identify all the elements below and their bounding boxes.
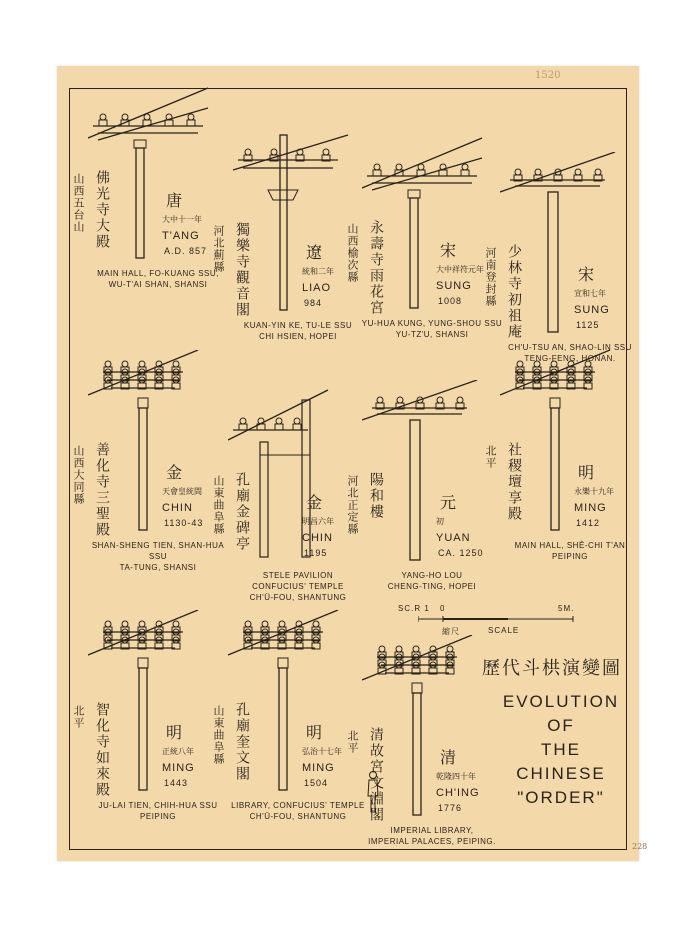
order-panel — [212, 610, 368, 835]
year-chinese: 正統八年 — [162, 747, 194, 756]
year-chinese: 初 — [436, 517, 444, 526]
caption-line: CHI HSIEN, HOPEI — [259, 332, 337, 341]
dynasty-date: CA. 1250 — [438, 548, 484, 558]
dynasty-name: SUNG — [436, 280, 472, 292]
dynasty-date: 1412 — [576, 518, 601, 528]
location-chinese: 山東曲阜縣 — [212, 475, 225, 535]
year-chinese: 永樂十九年 — [574, 487, 614, 496]
dynasty-name: YUAN — [436, 532, 471, 544]
location-chinese: 北平 — [72, 705, 85, 729]
temple-chinese: 清故宮文淵閣 — [368, 727, 384, 823]
order-panel — [346, 128, 503, 353]
caption-line: CONFUCIUS' TEMPLE — [252, 582, 344, 591]
location-chinese: 山西大同縣 — [72, 445, 85, 505]
dynasty-chinese: 宋 — [578, 265, 595, 284]
location-chinese: 河北正定縣 — [346, 475, 359, 535]
location-chinese: 山東曲阜縣 — [212, 705, 225, 765]
building-caption — [222, 800, 374, 822]
dynasty-date: 1125 — [576, 320, 600, 330]
caption-line: MAIN HALL, SHÊ-CHI T'AN — [514, 541, 626, 550]
dynasty-date: A.D. 857 — [164, 246, 208, 256]
temple-chinese: 智化寺如來殿 — [94, 702, 110, 798]
dynasty-name: SUNG — [574, 304, 610, 316]
order-panel — [72, 78, 228, 303]
dynasty-chinese: 金 — [306, 493, 323, 512]
order-panel — [346, 380, 502, 605]
title-line: OF — [547, 716, 575, 735]
caption-line: STELE PAVILION — [262, 571, 334, 580]
caption-line: PEIPING — [140, 812, 176, 821]
caption-line: MAIN HALL, FO-KUANG SSU, — [97, 269, 219, 278]
dynasty-chinese: 唐 — [166, 191, 183, 210]
caption-line: WU-T'AI SHAN, SHANSI — [108, 280, 208, 289]
dynasty-chinese: 明 — [306, 723, 323, 742]
dynasty-name: CHIN — [162, 502, 193, 514]
building-caption — [356, 318, 508, 340]
dynasty-date: 1776 — [438, 803, 463, 813]
caption-line: CH'U-TSU AN, SHAO-LIN SSU — [508, 343, 632, 352]
scale-ruler — [418, 614, 578, 624]
location-chinese: 河北薊縣 — [212, 225, 225, 273]
order-panel — [72, 610, 228, 835]
dynasty-name: MING — [162, 762, 195, 774]
dynasty-date: 1008 — [438, 296, 463, 306]
pencil-note: 1520 — [535, 70, 561, 81]
location-chinese: 北平 — [484, 445, 497, 469]
title-english — [486, 690, 636, 810]
year-chinese: 大中祥符元年 — [436, 265, 484, 274]
year-chinese: 天會皇統間 — [162, 487, 202, 496]
building-caption — [356, 570, 508, 592]
location-chinese: 河南登封縣 — [484, 247, 497, 307]
scale-bar — [398, 600, 598, 640]
scale-end: 5M. — [558, 604, 575, 613]
dynasty-name: MING — [574, 502, 607, 514]
caption-line: JU-LAI TIEN, CHIH-HUA SSU — [98, 801, 218, 810]
caption-line: LIBRARY, CONFUCIUS' TEMPLE — [231, 801, 365, 810]
temple-chinese: 孔廟奎文閣 — [234, 702, 250, 782]
title-line: "ORDER" — [517, 788, 605, 807]
location-chinese: 北平 — [346, 730, 359, 754]
temple-chinese: 佛光寺大殿 — [94, 170, 110, 250]
building-caption — [222, 320, 374, 342]
caption-line: IMPERIAL PALACES, PEIPING. — [368, 837, 496, 846]
building-caption — [494, 540, 646, 562]
location-chinese: 山西榆次縣 — [346, 223, 359, 283]
dynasty-date: 1130-43 — [164, 518, 204, 528]
order-panel — [484, 350, 640, 575]
caption-line: KUAN-YIN KE, TU-LE SSU — [243, 321, 353, 330]
scale-prefix: SC.R 1 — [398, 604, 430, 613]
caption-line: CH'Ü-FOU, SHANTUNG — [249, 812, 347, 821]
title-line: THE — [541, 740, 581, 759]
human-figure-icon — [365, 770, 381, 814]
temple-chinese: 獨樂寺觀音閣 — [234, 222, 250, 318]
dynasty-chinese: 明 — [166, 723, 183, 742]
order-panel — [72, 350, 228, 575]
dynasty-name: T'ANG — [162, 230, 200, 242]
caption-line: TENG-FENG, HONAN. — [524, 354, 616, 363]
caption-line: YU-HUA KUNG, YUNG-SHOU SSU — [361, 319, 503, 328]
dynasty-date: 1195 — [304, 548, 328, 558]
caption-line: PEIPING — [552, 552, 588, 561]
temple-chinese: 陽和樓 — [368, 472, 384, 520]
order-panel — [346, 635, 502, 860]
year-chinese: 宣和七年 — [574, 289, 606, 298]
dynasty-chinese: 元 — [440, 493, 457, 512]
caption-line: CHENG-TING, HOPEI — [387, 582, 477, 591]
building-caption — [356, 825, 508, 847]
year-chinese: 弘治十七年 — [302, 747, 342, 756]
dynasty-date: 984 — [304, 298, 323, 308]
temple-chinese: 孔廟金碑亭 — [234, 472, 250, 552]
dynasty-chinese: 金 — [166, 463, 183, 482]
dynasty-name: MING — [302, 762, 335, 774]
title-line: CHINESE — [516, 764, 606, 783]
corner-note: 228 — [632, 842, 648, 851]
temple-chinese: 社稷壇享殿 — [506, 442, 522, 522]
scale-start: 0 — [440, 604, 446, 613]
scale-chinese: 縮尺 — [442, 627, 460, 636]
year-chinese: 統和二年 — [302, 267, 334, 276]
caption-line: IMPERIAL LIBRARY, — [390, 826, 474, 835]
title-line: EVOLUTION — [502, 692, 620, 711]
building-caption — [82, 800, 234, 822]
dynasty-chinese: 明 — [578, 463, 595, 482]
year-chinese: 明昌六年 — [302, 517, 334, 526]
temple-chinese: 少林寺初祖庵 — [506, 244, 522, 340]
dynasty-date: 1443 — [164, 778, 189, 788]
scale-label: SCALE — [488, 626, 520, 635]
dynasty-chinese: 清 — [440, 748, 457, 767]
building-caption — [82, 540, 234, 573]
caption-line: YANG-HO LOU — [401, 571, 463, 580]
temple-chinese: 善化寺三聖殿 — [94, 442, 110, 538]
dynasty-date: 1504 — [304, 778, 329, 788]
dynasty-name: CHIN — [302, 532, 333, 544]
temple-chinese: 永壽寺雨花宮 — [368, 220, 384, 316]
year-chinese: 大中十一年 — [162, 215, 202, 224]
order-panel — [484, 152, 640, 377]
dynasty-name: LIAO — [302, 282, 332, 294]
caption-line: SHAN-SHENG TIEN, SHAN-HUA SSU — [91, 541, 225, 561]
caption-line: CH'Ü-FOU, SHANTUNG — [249, 593, 347, 602]
dynasty-chinese: 宋 — [440, 241, 457, 260]
building-caption — [222, 570, 374, 603]
location-chinese: 山西五台山 — [72, 173, 85, 233]
caption-line: TA-TUNG, SHANSI — [119, 563, 197, 572]
dynasty-chinese: 遼 — [306, 243, 323, 262]
title-chinese: 歷代斗栱演變圖 — [482, 658, 622, 679]
year-chinese: 乾隆四十年 — [436, 772, 476, 781]
dynasty-name: CH'ING — [436, 787, 480, 799]
caption-line: YU-TZ'U, SHANSI — [395, 330, 469, 339]
